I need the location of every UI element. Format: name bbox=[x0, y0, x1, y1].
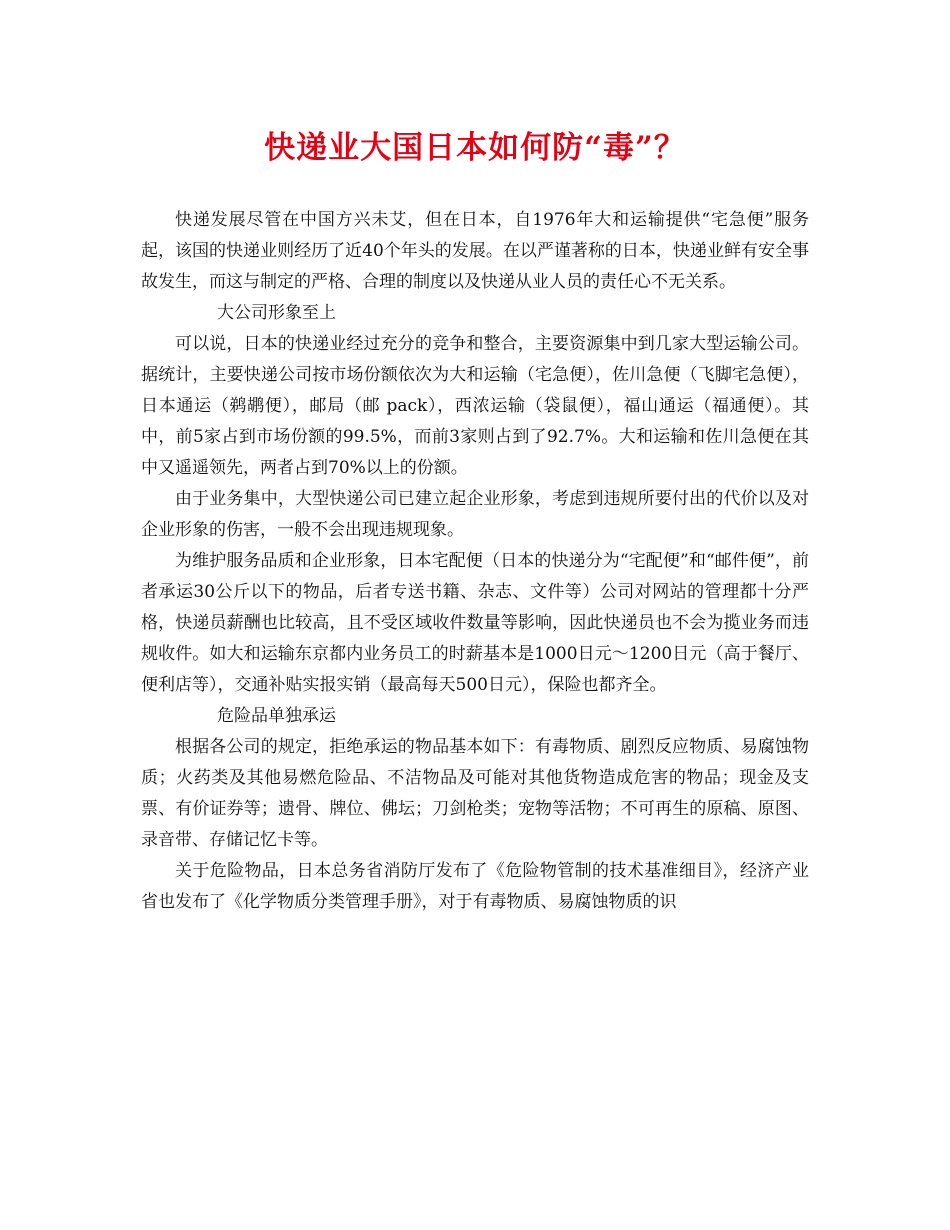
section-heading-company-image: 大公司形象至上 bbox=[217, 303, 336, 323]
paragraph-market-share: 可以说，日本的快递业经过充分的竞争和整合，主要资源集中到几家大型运输公司。据统计，主要快递公司按市场份额依次为大和运输（宅急便），佐川急便（飞脚宅急便），日本通运（鹈鹕便），邮局（邮 pack），西浓运输（袋鼠便），福山通运（福通便）。其中，前5家占到市场份额的99.5%，而前3家则占到了92.7%。大和运输和佐川急便在其中又遥遥领先，两者占到70%以上的份额。 bbox=[141, 334, 809, 478]
document-title: 快递业大国日本如何防“毒”？ bbox=[264, 130, 686, 166]
paragraph-intro: 快递发展尽管在中国方兴未艾，但在日本，自1976年大和运输提供“宅急便”服务起，该国的快递业则经历了近40个年头的发展。在以严谨著称的日本，快递业鲜有安全事故发生，而这与制定的严格、合理的制度以及快递从业人员的责任心不无关系。 bbox=[141, 210, 809, 292]
paragraph-business-concentration: 由于业务集中，大型快递公司已建立起企业形象，考虑到违规所要付出的代价以及对企业形象的伤害，一般不会出现违规现象。 bbox=[141, 489, 809, 540]
document-body bbox=[141, 205, 809, 918]
paragraph-regulations: 关于危险物品，日本总务省消防厅发布了《危险物管制的技术基准细目》，经济产业省也发布了《化学物质分类管理手册》，对于有毒物质、易腐蚀物质的识 bbox=[141, 861, 809, 912]
section-heading-dangerous-goods: 危险品单独承运 bbox=[217, 706, 336, 726]
paragraph-service-quality: 为维护服务品质和企业形象，日本宅配便（日本的快递分为“宅配便”和“邮件便”，前者承运30公斤以下的物品，后者专送书籍、杂志、文件等）公司对网站的管理都十分严格，快递员薪酬也比较高，且不受区域收件数量等影响，因此快递员也不会为揽业务而违规收件。如大和运输东京都内业务员工的时薪基本是1000日元～1200日元（高于餐厅、便利店等），交通补贴实报实销（最高每天500日元），保险也都齐全。 bbox=[141, 551, 809, 695]
paragraph-prohibited-items: 根据各公司的规定，拒绝承运的物品基本如下：有毒物质、剧烈反应物质、易腐蚀物质；火药类及其他易燃危险品、不洁物品及可能对其他货物造成危害的物品；现金及支票、有价证券等；遗骨、牌位、佛坛；刀剑枪类；宠物等活物；不可再生的原稿、原图、录音带、存储记忆卡等。 bbox=[141, 737, 809, 850]
